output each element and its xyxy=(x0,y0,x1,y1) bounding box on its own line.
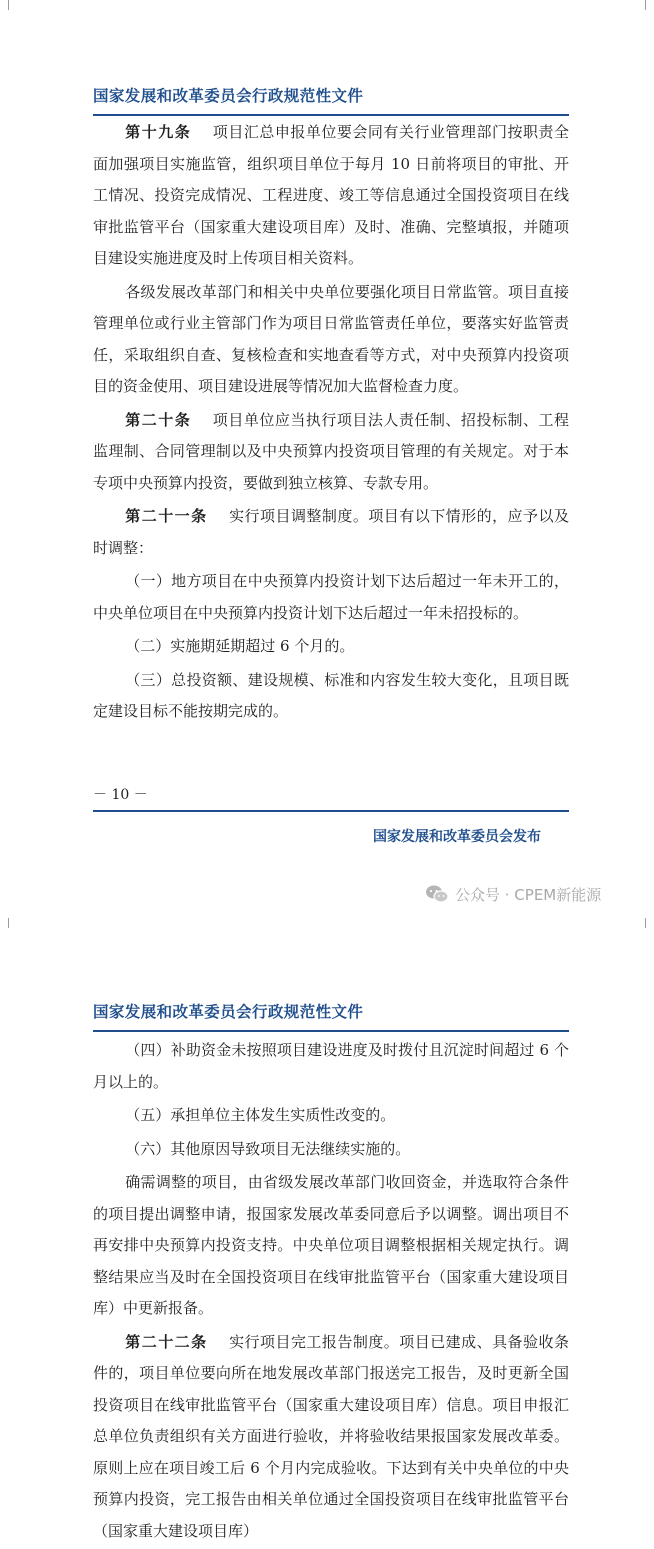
list-item: （五）承担单位主体发生实质性改变的。 xyxy=(125,1106,396,1124)
article-20 xyxy=(93,405,569,500)
header-rule xyxy=(93,1030,569,1032)
document-body xyxy=(93,117,569,730)
crop-mark xyxy=(8,918,9,928)
article-text: 实行项目完工报告制度。项目已建成、具备验收条件的，项目单位要向所在地发展改革部门报送完工报告，及时更新全国投资项目在线审批监管平台（国家重大建设项目库）信息。项目申报汇总单位负责组织有关方面进行验收，并将验收结果报国家发展改革委。原则上应在项目竣工后 6 个月内完成验收。下达到有关中央单位的中央预算内投资，完工报告由相关单位通过全国投资项目在线审批监管平台（国家重大建设项目库） xyxy=(93,1332,569,1540)
article-21 xyxy=(93,501,569,564)
article-number: 第二十条 xyxy=(125,410,192,429)
watermark-text: 公众号 · CPEM新能源 xyxy=(455,885,602,904)
crop-mark xyxy=(8,0,9,10)
wechat-icon xyxy=(425,884,449,904)
page-footer-publisher: 国家发展和改革委员会发布 xyxy=(373,829,541,845)
article-22 xyxy=(93,1327,569,1548)
document-body xyxy=(93,1035,569,1549)
page-header-title: 国家发展和改革委员会行政规范性文件 xyxy=(93,87,364,105)
list-item: （六）其他原因导致项目无法继续实施的。 xyxy=(125,1139,411,1158)
footer-rule xyxy=(93,810,569,812)
page-number: － 10 － xyxy=(93,787,148,803)
paragraph: 各级发展改革部门和相关中央单位要强化项目日常监管。项目直接管理单位或行业主管部门作为项目日常监管责任单位，要落实好监管责任，采取组织自查、复核检查和实地查看等方式，对中央预算内投资项目的资金使用、项目建设进展等情况加大监督检查力度。 xyxy=(93,282,569,395)
crop-mark xyxy=(645,0,646,10)
header-rule xyxy=(93,114,569,116)
document-page-2 xyxy=(0,930,654,1540)
watermark xyxy=(425,882,601,906)
list-item: （一）地方项目在中央预算内投资计划下达后超过一年未开工的，中央单位项目在中央预算内投资计划下达后超过一年未招投标的。 xyxy=(93,572,569,622)
page-header-title: 国家发展和改革委员会行政规范性文件 xyxy=(93,1003,364,1021)
paragraph: 确需调整的项目，由省级发展改革部门收回资金，并选取符合条件的项目提出调整申请，报国家发展改革委同意后予以调整。调出项目不再安排中央预算内投资支持。中央单位项目调整根据相关规定执行。调整结果应当及时在全国投资项目在线审批监管平台（国家重大建设项目库）中更新报备。 xyxy=(93,1173,569,1317)
article-text: 实行项目调整制度。项目有以下情形的，应予以及时调整： xyxy=(93,507,569,557)
list-item: （二）实施期延期超过 6 个月的。 xyxy=(125,637,355,655)
article-text: 项目单位应当执行项目法人责任制、招投标制、工程监理制、合同管理制以及中央预算内投资项目管理的有关规定。对于本专项中央预算内投资，要做到独立核算、专款专用。 xyxy=(93,410,569,492)
list-item: （四）补助资金未按照项目建设进度及时拨付且沉淀时间超过 6 个月以上的。 xyxy=(93,1041,569,1091)
article-19 xyxy=(93,117,569,275)
article-number: 第二十二条 xyxy=(125,1332,208,1351)
article-number: 第十九条 xyxy=(125,123,192,141)
article-number: 第二十一条 xyxy=(125,507,208,525)
crop-mark xyxy=(645,918,646,928)
list-item: （三）总投资额、建设规模、标准和内容发生较大变化，且项目既定建设目标不能按期完成的。 xyxy=(93,670,569,720)
article-text: 项目汇总申报单位要会同有关行业管理部门按职责全面加强项目实施监管，组织项目单位于每月 10 日前将项目的审批、开工情况、投资完成情况、工程进度、竣工等信息通过全国投资项目在线审批监管平台（国家重大建设项目库）及时、准确、完整填报，并随项目建设实施进度及时上传项目相关资料。 xyxy=(93,123,569,267)
